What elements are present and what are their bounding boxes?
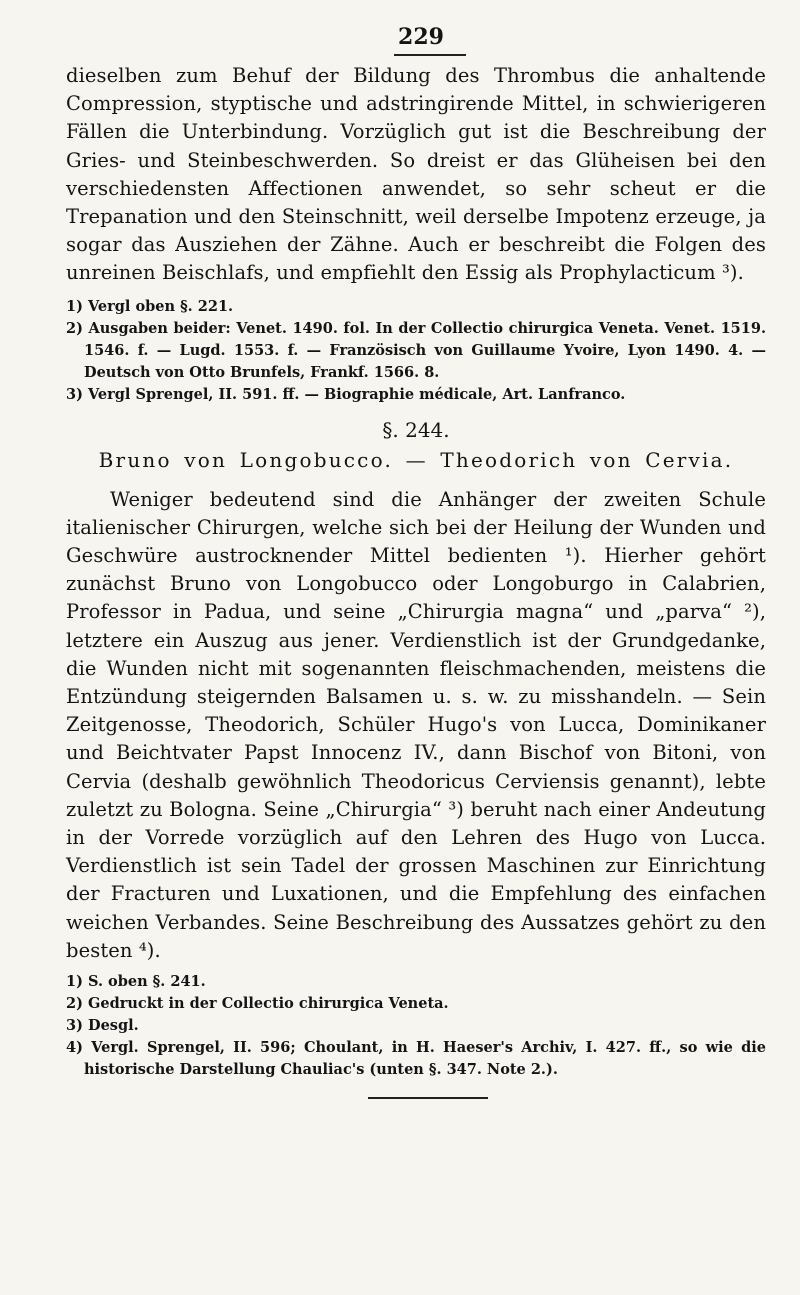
- section-number: §. 244.: [382, 417, 450, 442]
- footer-rule: [368, 1097, 488, 1099]
- book-page: [66, 24, 766, 1099]
- section-title: Bruno von Longobucco. — Theodorich von Cervia.: [98, 447, 734, 472]
- footnote-3: 3) Desgl.: [66, 1017, 139, 1035]
- footnote-1: 1) S. oben §. 241.: [66, 973, 206, 991]
- footnote-2: 2) Ausgaben beider: Venet. 1490. fol. In der Collectio chirurgica Veneta. Venet. 1519. 1546. f. — Lugd. 1553. f. — Französisch von Guillaume Yvoire, Lyon 1490. 4. — Deutsch von Otto Brunfels, Frankf. 1566. 8.: [66, 319, 766, 381]
- paragraph-section-244: Weniger bedeutend sind die Anhänger der zweiten Schule italienischer Chirurgen, welche sich bei der Heilung der Wunden und Geschwüre austrocknender Mittel bedienten ¹). Hierher gehört zunächst Bruno von Longobucco oder Longoburgo in Calabrien, Professor in Padua, und seine „Chirurgia magna“ und „parva“ ²), letztere ein Auszug aus jener. Verdienstlich ist der Grundgedanke, die Wunden nicht mit sogenannten fleischmachenden, meistens die Entzündung steigernden Balsamen u. s. w. zu misshandeln. — Sein Zeitgenosse, Theodorich, Schüler Hugo's von Lucca, Dominikaner und Beichtvater Papst Innocenz IV., dann Bischof von Bitoni, von Cervia (deshalb gewöhnlich Theodoricus Cerviensis genannt), lebte zuletzt zu Bologna. Seine „Chirurgia“ ³) beruht nach einer Andeutung in der Vorrede vorzüglich auf den Lehren des Hugo von Lucca. Verdienstlich ist sein Tadel der grossen Maschinen zur Einrichtung der Fracturen und Luxationen, und die Empfehlung des einfachen weichen Verbandes. Seine Beschreibung des Aussatzes gehört zu den besten ⁴).: [66, 487, 766, 962]
- page-number: 229: [398, 24, 444, 50]
- footnote-1: 1) Vergl oben §. 221.: [66, 297, 234, 315]
- footnotes-section-244: [66, 971, 766, 1081]
- footnote-4: 4) Vergl. Sprengel, II. 596; Choulant, in H. Haeser's Archiv, I. 427. ff., so wie die historische Darstellung Chauliac's (unten §. 347. Note 2.).: [66, 1039, 766, 1079]
- footnote-2: 2) Gedruckt in der Collectio chirurgica Veneta.: [66, 995, 449, 1013]
- footnote-3: 3) Vergl Sprengel, II. 591. ff. — Biographie médicale, Art. Lanfranco.: [66, 385, 626, 403]
- header-rule: [394, 54, 466, 56]
- paragraph-continuation: dieselben zum Behuf der Bildung des Thrombus die anhaltende Compression, styptische und adstringirende Mittel, in schwierigeren Fällen die Unterbindung. Vorzüglich gut ist die Beschreibung der Gries- und Steinbeschwerden. So dreist er das Glüheisen bei den verschiedensten Affectionen anwendet, so sehr scheut er die Trepanation und den Steinschnitt, weil derselbe Impotenz erzeuge, ja sogar das Ausziehen der Zähne. Auch er beschreibt die Folgen des unreinen Beischlafs, und empfiehlt den Essig als Prophylacticum ³).: [66, 64, 766, 285]
- footnotes-section-243: [66, 296, 766, 406]
